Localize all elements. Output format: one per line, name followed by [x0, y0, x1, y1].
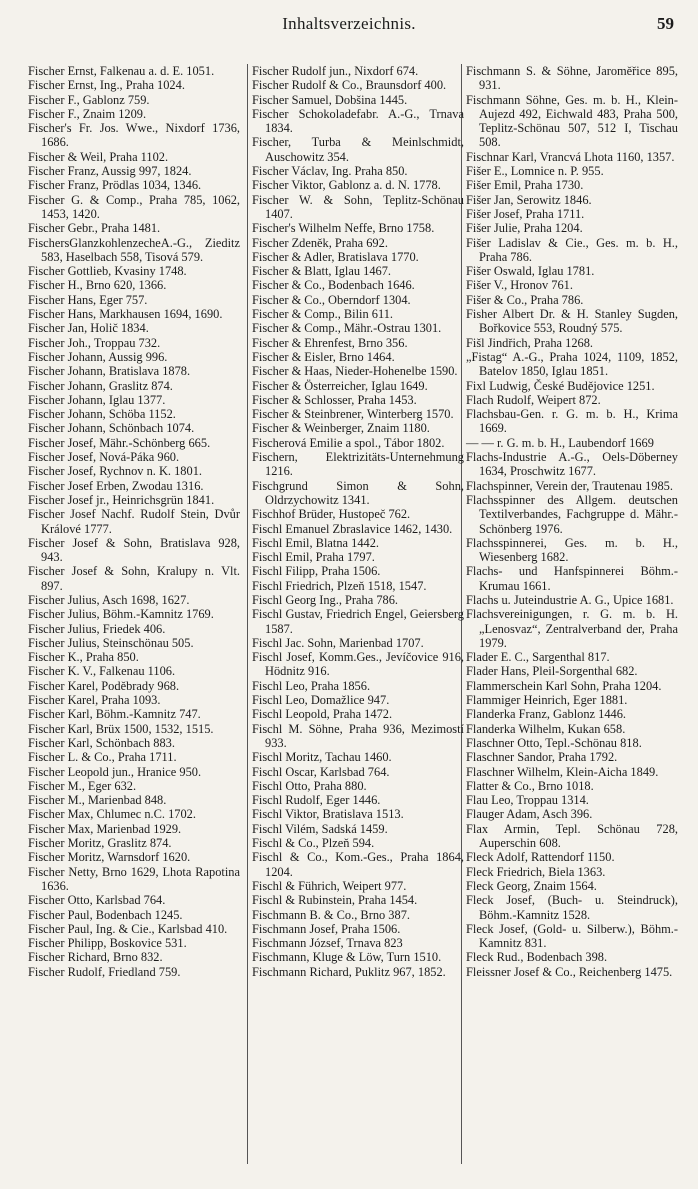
- index-entry: — — r. G. m. b. H., Laubendorf 1669: [466, 435, 654, 450]
- index-entry: Fischer Rudolf & Co., Braunsdorf 400.: [252, 78, 447, 93]
- index-entry: Fischmann Söhne, Ges. m. b. H., Klein-Aujezd 492, Eichwald 483, Praha 500, Teplitz-Schönau 507, 512 I, Tischau 508.: [466, 92, 678, 150]
- index-entry: Fleck Josef, (Buch- u. Steindruck), Böhm.-Kamnitz 1528.: [466, 893, 678, 922]
- index-entry: Fischer K. V., Falkenau 1106.: [28, 664, 176, 679]
- index-entry: Fischer Josef, Mähr.-Schönberg 665.: [28, 435, 211, 450]
- index-entry: Fischl Georg Ing., Praha 786.: [252, 592, 399, 607]
- index-entry: Fischl Rudolf, Eger 1446.: [252, 793, 381, 808]
- index-entry: Fischer & Comp., Mähr.-Ostrau 1301.: [252, 321, 442, 336]
- index-entry: Fischer & Haas, Nieder-Hohenelbe 1590.: [252, 364, 458, 379]
- index-entry: Flax Armin, Tepl. Schönau 728, Auperschin 608.: [466, 821, 678, 851]
- index-entry: Fischer & Adler, Bratislava 1770.: [252, 249, 419, 264]
- index-entry: Flader Hans, Pleil-Sorgenthal 682.: [466, 664, 638, 679]
- index-entry: Flachs-Industrie A.-G., Oels-Döberney 1634, Proschwitz 1677.: [466, 450, 678, 479]
- index-entry: Fischer & Eisler, Brno 1464.: [252, 349, 395, 364]
- index-entry: Fischer F., Gablonz 759.: [28, 92, 150, 107]
- index-entry: Fischl Jac. Sohn, Marienbad 1707.: [252, 635, 424, 650]
- index-entry: Fischl M. Söhne, Praha 936, Mezimostí 933.: [252, 721, 464, 750]
- index-entry: Fischl Friedrich, Plzeň 1518, 1547.: [252, 578, 427, 593]
- index-entry: Fischl Oscar, Karlsbad 764.: [252, 764, 390, 779]
- index-entry: Fischer's Fr. Jos. Wwe., Nixdorf 1736, 1686.: [28, 121, 240, 150]
- index-entry: Fischer G. & Comp., Praha 785, 1062, 1453, 1420.: [28, 192, 240, 221]
- index-entry: Fischer Josef & Sohn, Kralupy n. Vlt. 897.: [28, 564, 240, 593]
- index-entry: Fišl Jindřich, Praha 1268.: [466, 335, 593, 350]
- index-entry: Fischer Paul, Ing. & Cie., Karlsbad 410.: [28, 921, 228, 936]
- page-number: 59: [657, 14, 674, 33]
- index-entry: Fischer Johann, Schöba 1152.: [28, 407, 176, 422]
- index-entry: Flaschner Wilhelm, Klein-Aicha 1849.: [466, 764, 659, 779]
- index-entry: Fischer Karl, Schönbach 883.: [28, 735, 175, 750]
- index-entry: Flauger Adam, Asch 396.: [466, 807, 593, 822]
- column-divider: [247, 64, 248, 1164]
- index-entry: Fischl Emil, Praha 1797.: [252, 550, 375, 565]
- index-entry: Fischgrund Simon & Sohn, Oldrzychowitz 1341.: [252, 478, 464, 507]
- index-entry: Flachs- und Hanfspinnerei Böhm.-Krumau 1661.: [466, 564, 678, 593]
- index-entry: Fischer Karel, Praha 1093.: [28, 693, 161, 708]
- index-entry: Fischer Ernst, Ing., Praha 1024.: [28, 78, 185, 93]
- index-entry: Fischer Max, Chlumec n.C. 1702.: [28, 807, 196, 822]
- index-entry: Fischl & Führich, Weipert 977.: [252, 878, 407, 893]
- index-entry: Fischer Leopold jun., Hranice 950.: [28, 764, 202, 779]
- index-entry: Fischer Johann, Schönbach 1074.: [28, 421, 195, 436]
- index-entry: Fischl Josef, Komm.Ges., Jevíčovice 916, Hödnitz 916.: [252, 650, 464, 679]
- index-entry: Fischer W. & Sohn, Teplitz-Schönau 1407.: [252, 192, 464, 221]
- index-entry: Fisher Albert Dr. & H. Stanley Sugden, Bořkovice 553, Roudný 575.: [466, 307, 678, 336]
- index-entry: Fischl Gustav, Friedrich Engel, Geiersberg 1587.: [252, 607, 464, 636]
- index-entry: Fischer Johann, Iglau 1377.: [28, 392, 166, 407]
- index-entry: Fischl Filipp, Praha 1506.: [252, 564, 381, 579]
- index-entry: Fischer & Co., Oberndorf 1304.: [252, 292, 411, 307]
- index-entry: Fischer Ernst, Falkenau a. d. E. 1051.: [28, 64, 215, 78]
- index-entry: Fischer Moritz, Graslitz 874.: [28, 836, 172, 851]
- index-entry: Fischer Zdeněk, Praha 692.: [252, 235, 388, 250]
- index-entry: Fischmann Josef, Praha 1506.: [252, 921, 401, 936]
- index-entry: Fischer Johann, Graslitz 874.: [28, 378, 173, 393]
- index-entry: Fischer Max, Marienbad 1929.: [28, 821, 182, 836]
- index-entry: Fischer Hans, Eger 757.: [28, 292, 148, 307]
- index-entry: Fischer Julius, Asch 1698, 1627.: [28, 592, 190, 607]
- index-entry: Fischer Julius, Steinschönau 505.: [28, 635, 194, 650]
- index-entry: FischersGlanzkohlenzecheA.-G., Zieditz 583, Haselbach 558, Tisová 579.: [28, 235, 240, 264]
- index-entry: Fischer & Steinbrener, Winterberg 1570.: [252, 407, 454, 422]
- index-entry: Fischer, Turba & Meinlschmidt, Auschowitz 354.: [252, 135, 464, 164]
- page-title: Inhaltsverzeichnis.: [282, 14, 416, 33]
- index-entry: Fischl & Co., Plzeň 594.: [252, 836, 375, 851]
- index-entry: Fischer Schokoladefabr. A.-G., Trnava 1834.: [252, 106, 464, 136]
- index-entry: Fischer F., Znaim 1209.: [28, 106, 147, 121]
- index-entry: Fischer L. & Co., Praha 1711.: [28, 750, 177, 765]
- index-entry: Fischer Karel, Poděbrady 968.: [28, 678, 180, 693]
- index-entry: Fixl Ludwig, České Budějovice 1251.: [466, 378, 655, 393]
- index-entry: Fischl Leo, Domažlice 947.: [252, 693, 390, 708]
- index-entry: Fischer Joh., Troppau 732.: [28, 335, 161, 350]
- index-entry: Fischl Viktor, Bratislava 1513.: [252, 807, 404, 822]
- index-entry: Fischer Karl, Böhm.-Kamnitz 747.: [28, 707, 201, 722]
- index-entry: Flach Rudolf, Weipert 872.: [466, 392, 601, 407]
- index-entry: Fischer & Co., Bodenbach 1646.: [252, 278, 415, 293]
- index-entry: Fischl & Rubinstein, Praha 1454.: [252, 893, 418, 908]
- index-entry: Fischer Gottlieb, Kvasiny 1748.: [28, 264, 187, 279]
- index-column-1: [28, 64, 240, 979]
- index-column-2: [252, 64, 464, 979]
- index-entry: Fišer Jan, Serowitz 1846.: [466, 192, 592, 207]
- index-entry: Fischl Otto, Praha 880.: [252, 778, 367, 793]
- index-entry: Fišer & Co., Praha 786.: [466, 292, 584, 307]
- index-entry: Flammerschein Karl Sohn, Praha 1204.: [466, 678, 662, 693]
- index-entry: Fišer Josef, Praha 1711.: [466, 206, 585, 221]
- index-entry: Fischer Viktor, Gablonz a. d. N. 1778.: [252, 178, 441, 193]
- index-entry: Fischer Josef Nachf. Rudolf Stein, Dvůr Králové 1777.: [28, 507, 240, 536]
- index-entry: Fischer Franz, Aussig 997, 1824.: [28, 164, 192, 179]
- index-entry: Fišer V., Hronov 761.: [466, 278, 573, 293]
- index-entry: Fischer Josef, Rychnov n. K. 1801.: [28, 464, 202, 479]
- index-entry: Flachsspinnerei, Ges. m. b. H., Wiesenberg 1682.: [466, 535, 678, 565]
- index-entry: Fišer Emil, Praha 1730.: [466, 178, 584, 193]
- index-entry: Fischern, Elektrizitäts-Unternehmung 1216.: [252, 450, 464, 479]
- index-entry: Fischer Karl, Brüx 1500, 1532, 1515.: [28, 721, 214, 736]
- index-entry: Fischer Josef, Nová-Páka 960.: [28, 450, 180, 465]
- index-entry: Fišer E., Lomnice n. P. 955.: [466, 164, 604, 179]
- index-entry: Flaschner Sandor, Praha 1792.: [466, 750, 618, 765]
- index-entry: Fischmann, Kluge & Löw, Turn 1510.: [252, 950, 442, 965]
- index-entry: Flatter & Co., Brno 1018.: [466, 778, 594, 793]
- index-entry: Flanderka Wilhelm, Kukan 658.: [466, 721, 626, 736]
- index-entry: Fischmann S. & Söhne, Jaroměřice 895, 931.: [466, 64, 678, 93]
- index-entry: Fischer K., Praha 850.: [28, 650, 139, 665]
- index-entry: Fišer Ladislav & Cie., Ges. m. b. H., Praha 786.: [466, 235, 678, 264]
- index-entry: Fleissner Josef & Co., Reichenberg 1475.: [466, 964, 673, 979]
- index-entry: Fischhof Brüder, Hustopeč 762.: [252, 507, 411, 522]
- index-entry: Fischer & Blatt, Iglau 1467.: [252, 264, 392, 279]
- index-entry: Fischer Otto, Karlsbad 764.: [28, 893, 166, 908]
- index-entry: Fleck Josef, (Gold- u. Silberw.), Böhm.-Kamnitz 831.: [466, 921, 678, 951]
- index-entry: Fischer Johann, Aussig 996.: [28, 349, 168, 364]
- index-entry: Flachsbau-Gen. r. G. m. b. H., Krima 1669.: [466, 407, 678, 436]
- index-entry: Fischerová Emilie a spol., Tábor 1802.: [252, 435, 445, 450]
- index-entry: Fischl Leopold, Praha 1472.: [252, 707, 393, 722]
- index-entry: Fischer Moritz, Warnsdorf 1620.: [28, 850, 191, 865]
- index-entry: Fischer Rudolf jun., Nixdorf 674.: [252, 64, 419, 78]
- index-entry: Fischer Václav, Ing. Praha 850.: [252, 164, 408, 179]
- index-entry: Fischer Johann, Bratislava 1878.: [28, 364, 191, 379]
- index-entry: Fischmann Richard, Puklitz 967, 1852.: [252, 964, 446, 979]
- index-entry: Flachsspinner des Allgem. deutschen Textilverbandes, Fachgruppe d. Mähr.-Schönberg 1976.: [466, 492, 678, 536]
- index-entry: Fischer & Weinberger, Znaim 1180.: [252, 421, 430, 436]
- index-entry: Flanderka Franz, Gablonz 1446.: [466, 707, 627, 722]
- index-entry: Fischmann József, Trnava 823: [252, 936, 403, 951]
- index-entry: Fischer Josef & Sohn, Bratislava 928, 943.: [28, 535, 240, 565]
- index-entry: Fischer Josef jr., Heinrichsgrün 1841.: [28, 492, 215, 507]
- index-entry: Fischer Julius, Böhm.-Kamnitz 1769.: [28, 607, 214, 622]
- index-entry: Fischer Julius, Friedek 406.: [28, 621, 166, 636]
- index-column-3: [466, 64, 678, 979]
- index-entry: Fleck Georg, Znaim 1564.: [466, 878, 597, 893]
- index-entry: Flachsvereinigungen, r. G. m. b. H. „Lenosvaz“, Zentralverband der, Praha 1979.: [466, 607, 678, 650]
- index-entry: Fischer Philipp, Boskovice 531.: [28, 936, 187, 951]
- index-entry: Fischer H., Brno 620, 1366.: [28, 278, 167, 293]
- index-entry: Fišer Julie, Praha 1204.: [466, 221, 583, 236]
- index-entry: Fischer Josef Erben, Zwodau 1316.: [28, 478, 204, 493]
- index-entry: Flau Leo, Troppau 1314.: [466, 793, 589, 808]
- index-entry: Fischer Rudolf, Friedland 759.: [28, 964, 181, 979]
- index-entry: Fischer Hans, Markhausen 1694, 1690.: [28, 307, 223, 322]
- index-entry: Fischer Netty, Brno 1629, Lhota Rapotina 1636.: [28, 864, 240, 893]
- index-entry: Fišer Oswald, Iglau 1781.: [466, 264, 595, 279]
- index-entry: Fischer & Weil, Praha 1102.: [28, 149, 169, 164]
- index-entry: Fischer M., Marienbad 848.: [28, 793, 167, 808]
- index-entry: Fleck Friedrich, Biela 1363.: [466, 864, 606, 879]
- index-entry: Fischer Jan, Holič 1834.: [28, 321, 149, 336]
- index-entry: Fischl Moritz, Tachau 1460.: [252, 750, 392, 765]
- index-entry: Flader E. C., Sargenthal 817.: [466, 650, 610, 665]
- index-entry: Fischer & Comp., Bilin 611.: [252, 307, 394, 322]
- index-entry: Fleck Adolf, Rattendorf 1150.: [466, 850, 615, 865]
- index-entry: Flachspinner, Verein der, Trautenau 1985.: [466, 478, 673, 493]
- index-entry: Fischer & Ehrenfest, Brno 356.: [252, 335, 408, 350]
- index-entry: Fischer Franz, Prödlas 1034, 1346.: [28, 178, 202, 193]
- index-entry: „Fistag“ A.-G., Praha 1024, 1109, 1852, Batelov 1850, Iglau 1851.: [466, 349, 678, 379]
- index-entry: Fischer & Österreicher, Iglau 1649.: [252, 378, 428, 393]
- index-entry: Fischer Richard, Brno 832.: [28, 950, 163, 965]
- index-entry: Fischnar Karl, Vrancvá Lhota 1160, 1357.: [466, 149, 675, 164]
- index-entry: Fischer Gebr., Praha 1481.: [28, 221, 161, 236]
- index-entry: Fischer Samuel, Dobšina 1445.: [252, 92, 408, 107]
- index-entry: Fischer's Wilhelm Neffe, Brno 1758.: [252, 221, 435, 236]
- index-entry: Fleck Rud., Bodenbach 398.: [466, 950, 608, 965]
- index-entry: Fischl Emil, Blatna 1442.: [252, 535, 379, 550]
- index-entry: Fischl Vilém, Sadská 1459.: [252, 821, 388, 836]
- index-entry: Fischl Emanuel Zbraslavice 1462, 1430.: [252, 521, 453, 536]
- index-entry: Fischer & Schlosser, Praha 1453.: [252, 392, 417, 407]
- index-entry: Flaschner Otto, Tepl.-Schönau 818.: [466, 735, 642, 750]
- index-entry: Flachs u. Juteindustrie A. G., Upice 1681.: [466, 592, 674, 607]
- page-header: [0, 0, 698, 44]
- index-entry: Fischmann B. & Co., Brno 387.: [252, 907, 410, 922]
- index-entry: Fischer M., Eger 632.: [28, 778, 137, 793]
- index-entry: Flammiger Heinrich, Eger 1881.: [466, 693, 628, 708]
- index-entry: Fischl & Co., Kom.-Ges., Praha 1864, 1204.: [252, 850, 464, 879]
- index-entry: Fischl Leo, Praha 1856.: [252, 678, 371, 693]
- index-entry: Fischer Paul, Bodenbach 1245.: [28, 907, 183, 922]
